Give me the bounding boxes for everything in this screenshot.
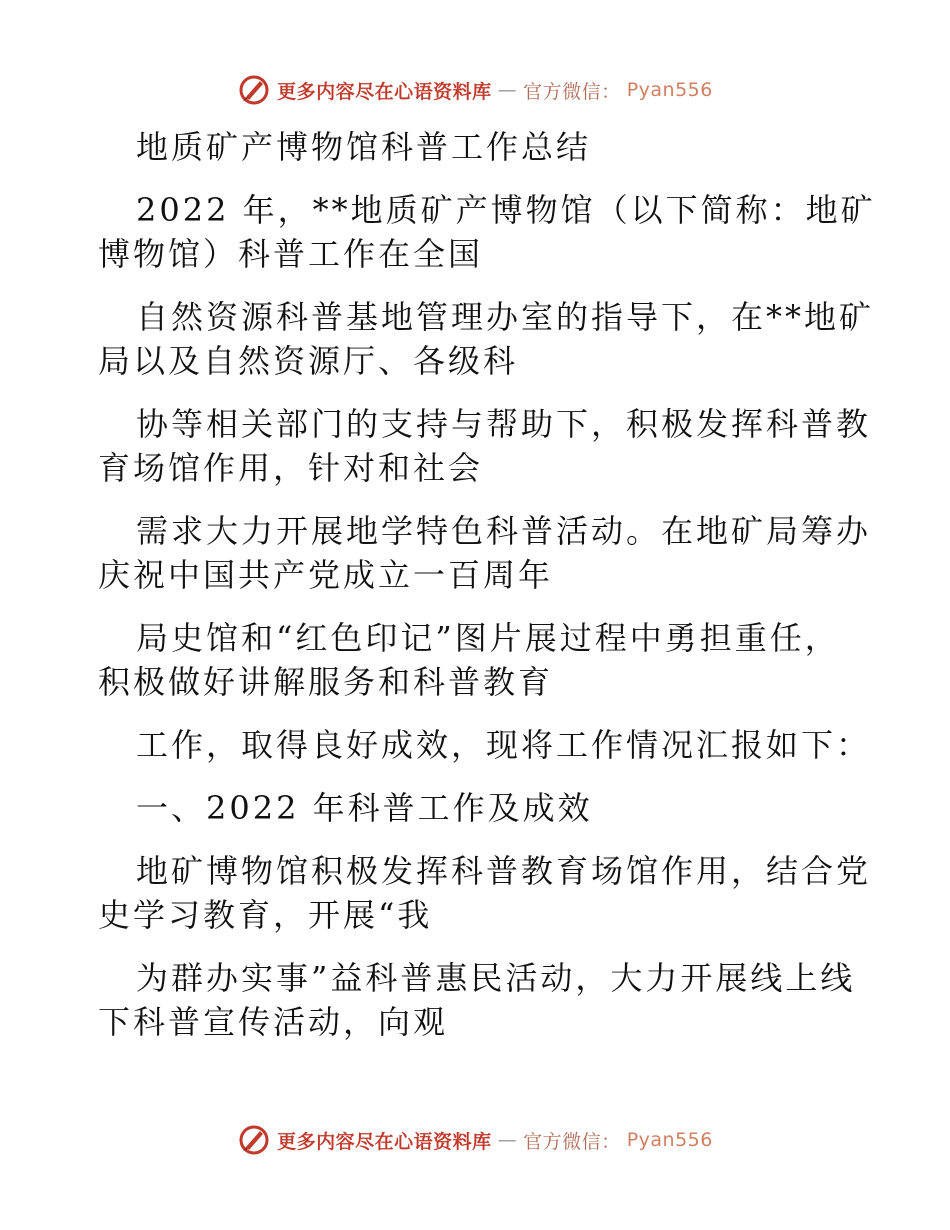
watermark-wechat-id: Pyan556	[626, 1129, 713, 1151]
watermark-sub-text: 官方微信：	[523, 80, 621, 103]
document-body	[98, 125, 876, 1044]
watermark-sub-text: 官方微信：	[523, 1130, 621, 1153]
paragraph-line: 协等相关部门的支持与帮助下，积极发挥科普教	[136, 405, 872, 443]
watermark-wechat-id: Pyan556	[626, 79, 713, 101]
watermark-main-text: 更多内容尽在心语资料库	[277, 1130, 492, 1153]
header-watermark	[0, 70, 950, 110]
paragraph-line: 积极做好讲解服务和科普教育	[98, 663, 554, 701]
paragraph-line: 2022 年，**地质矿产博物馆（以下简称：地矿	[136, 191, 876, 229]
paragraph-line: 史学习教育，开展“我	[98, 896, 433, 934]
watermark-dash: —	[497, 1129, 518, 1151]
paragraph-line: 博物馆）科普工作在全国	[98, 235, 484, 273]
paragraph-line: 自然资源科普基地管理办室的指导下，在**地矿	[136, 298, 875, 336]
watermark-logo-icon	[237, 73, 271, 107]
paragraph-line: 局史馆和“红色印记”图片展过程中勇担重任，	[136, 619, 840, 657]
watermark-logo-icon	[237, 1123, 271, 1157]
paragraph-line: 育场馆作用，针对和社会	[98, 449, 484, 487]
footer-watermark	[0, 1120, 950, 1160]
document-title: 地质矿产博物馆科普工作总结	[136, 128, 592, 166]
watermark-main-text: 更多内容尽在心语资料库	[277, 80, 492, 103]
paragraph-line: 为群办实事”益科普惠民活动，大力开展线上线	[136, 959, 856, 997]
paragraph-line: 工作，取得良好成效，现将工作情况汇报如下：	[136, 726, 872, 764]
watermark-dash: —	[497, 79, 518, 101]
paragraph-line: 下科普宣传活动，向观	[98, 1003, 449, 1041]
paragraph-line: 庆祝中国共产党成立一百周年	[98, 556, 554, 594]
paragraph-line: 地矿博物馆积极发挥科普教育场馆作用，结合党	[136, 852, 872, 890]
paragraph-line: 需求大力开展地学特色科普活动。在地矿局筹办	[136, 512, 872, 550]
section-heading: 一、2022 年科普工作及成效	[136, 789, 593, 827]
paragraph-line: 局以及自然资源厅、各级科	[98, 342, 519, 380]
